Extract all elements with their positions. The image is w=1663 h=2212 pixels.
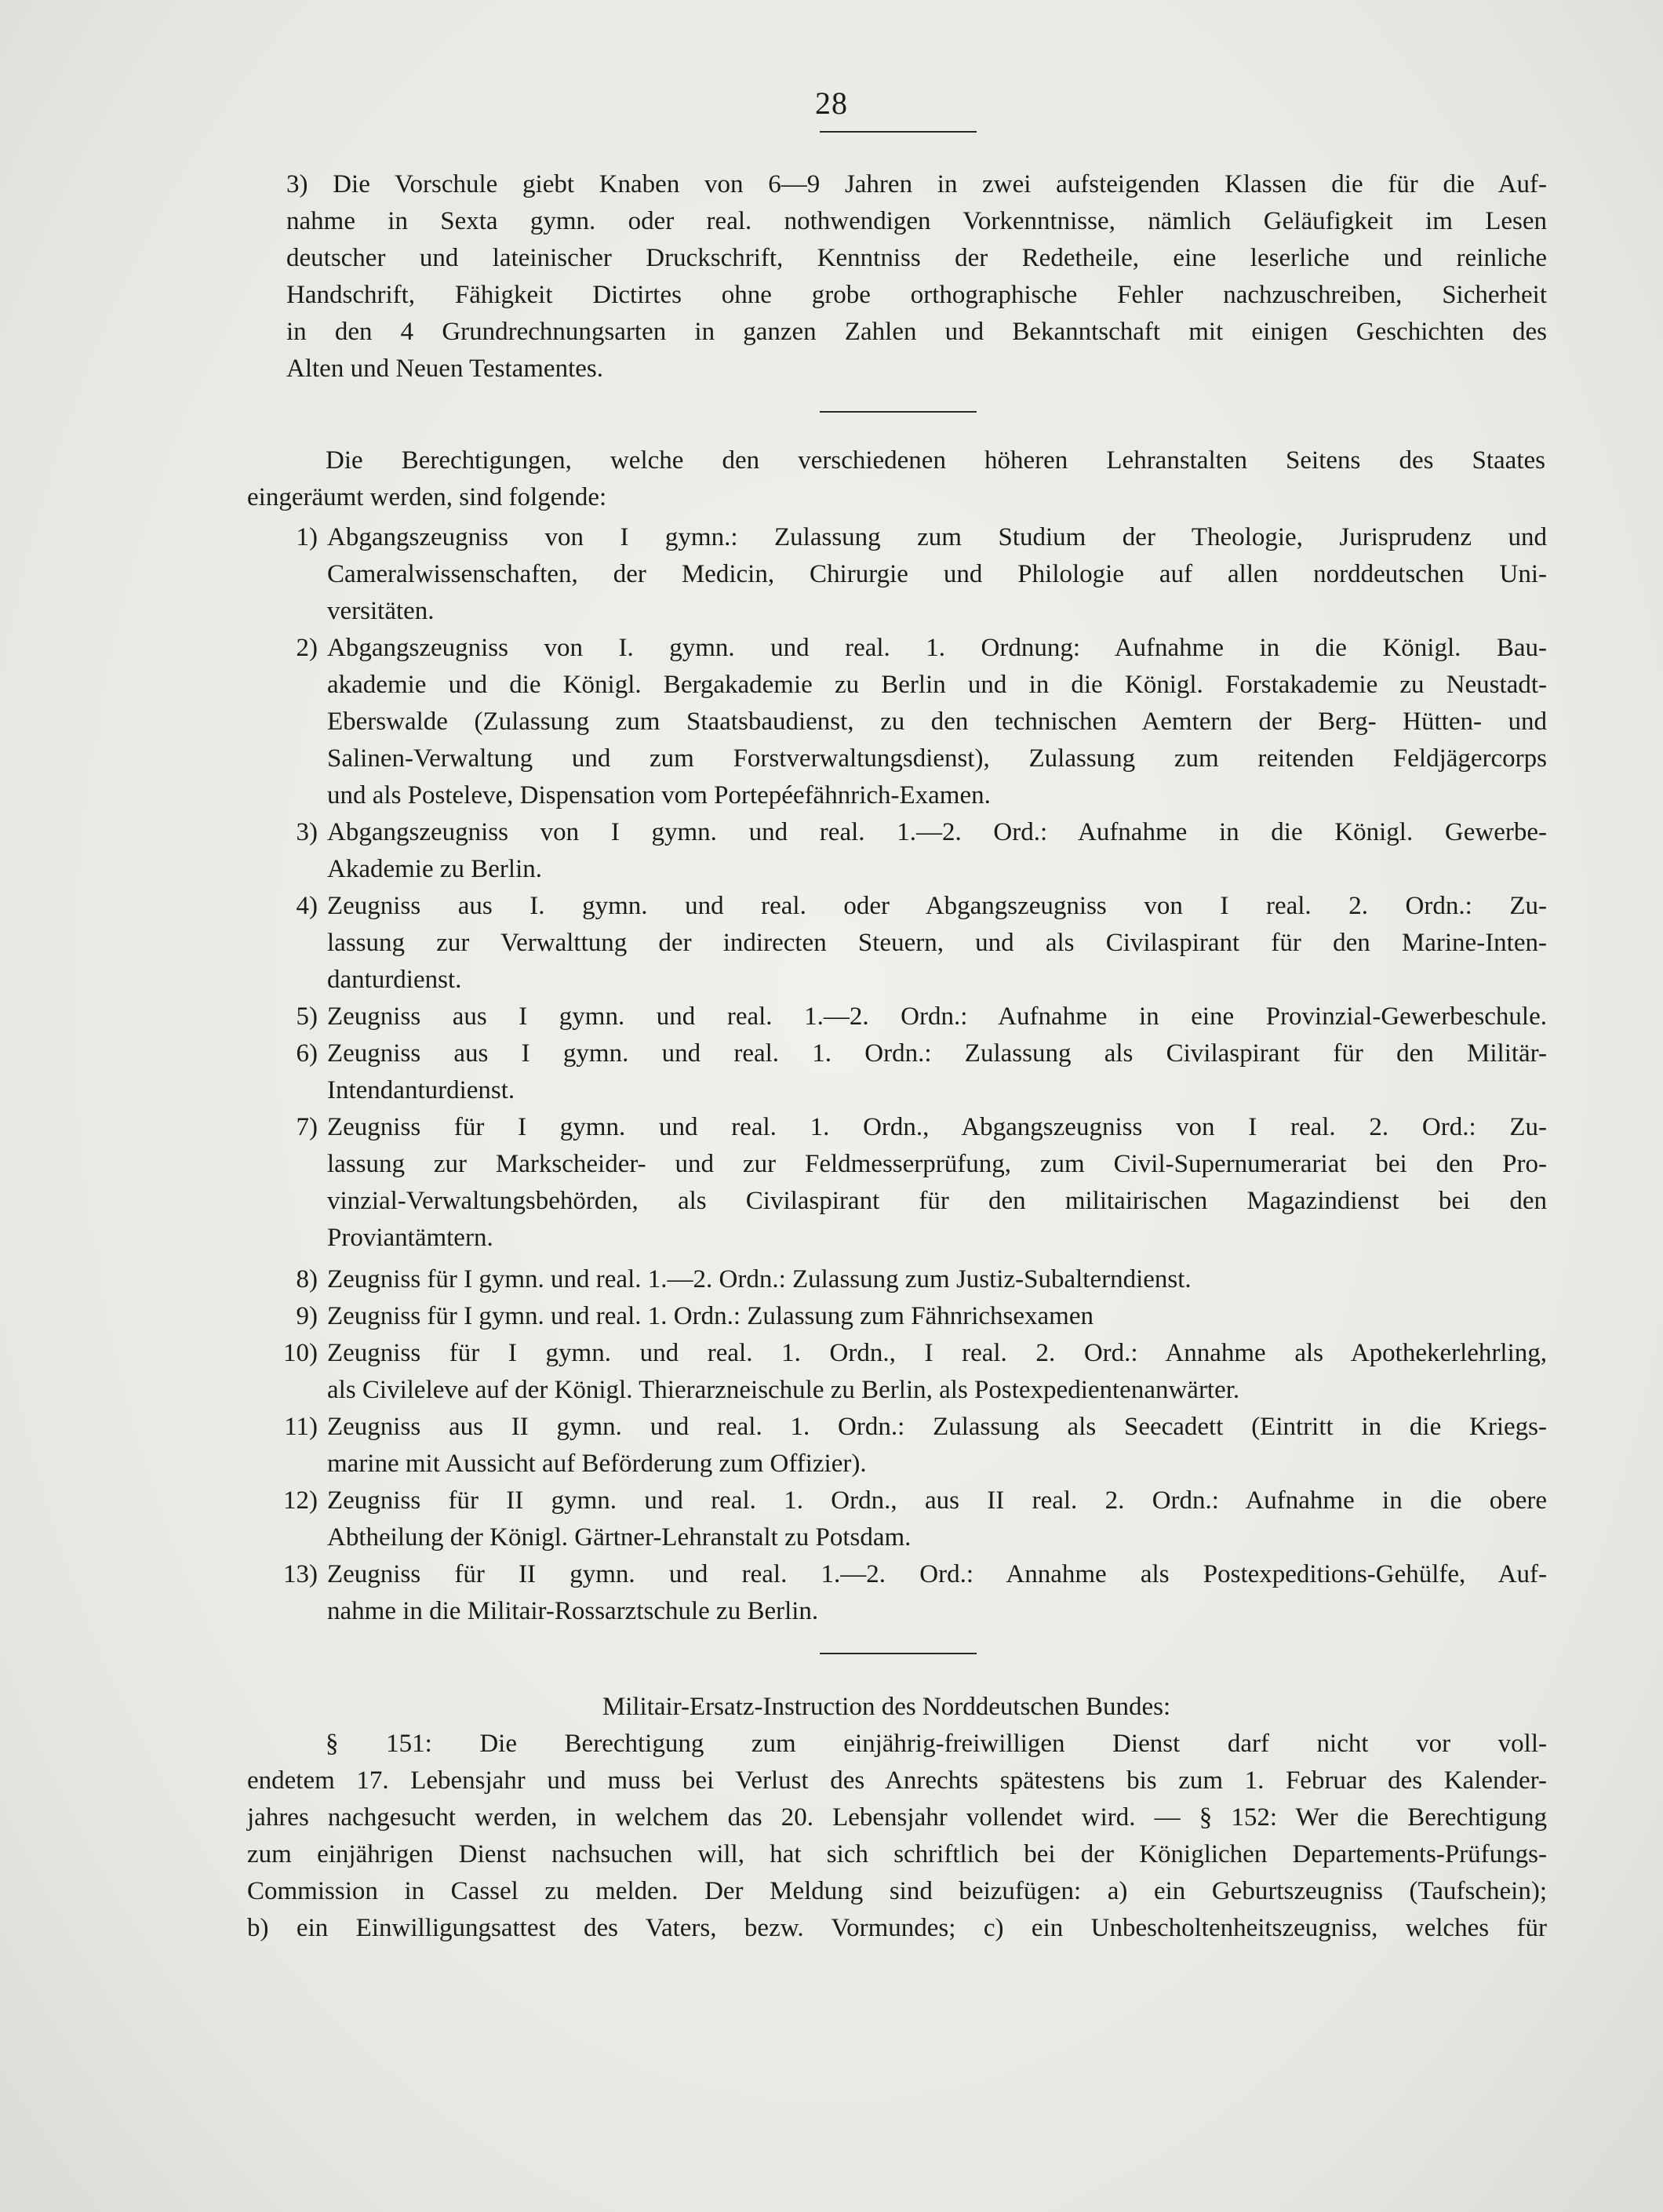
vorschule-paragraph [286,166,1547,387]
text-line: jahres nachgesucht werden, in welchem das 20. Lebensjahr vollendet wird. — § 152: Wer die Berechtigung [247,1803,1547,1832]
text-line: Zeugniss aus I. gymn. und real. oder Abgangszeugniss von I real. 2. Ordn.: Zu- [327,892,1547,920]
text-line: Zeugniss aus I gymn. und real. 1. Ordn.: Zulassung als Civilaspirant für den Militär- [327,1039,1547,1068]
list-item [271,1409,1547,1483]
text-line: Zeugniss aus II gymn. und real. 1. Ordn.: Zulassung als Seecadett (Eintritt in die Kriegs- [327,1413,1547,1441]
text-line: nahme in die Militair-Rossarztschule zu Berlin. [327,1597,819,1625]
text-line: versitäten. [327,597,435,625]
list-item [271,999,1547,1035]
instruction-heading: Militair-Ersatz-Instruction des Norddeutschen Bundes: [602,1693,1171,1721]
list-item [271,1483,1547,1556]
text-line: Abtheilung der Königl. Gärtner-Lehranstalt zu Potsdam. [327,1523,912,1552]
text-line: und als Posteleve, Dispensation vom Portepéefähnrich-Examen. [327,781,991,809]
text-line: lassung zur Verwalttung der indirecten Steuern, und als Civilaspirant für den Marine-Inten- [327,929,1547,957]
text-line: Salinen-Verwaltung und zum Forstverwaltungsdienst), Zulassung zum reitenden Feldjägercorps [327,744,1547,773]
list-item [271,1109,1547,1257]
item-number: 10) [283,1339,318,1367]
text-line: Zeugniss für I gymn. und real. 1. Ordn., Abgangszeugniss von I real. 2. Ord.: Zu- [327,1113,1547,1141]
text-line: vinzial-Verwaltungsbehörden, als Civilaspirant für den militairischen Magazindienst bei den [327,1187,1547,1215]
text-line: Abgangszeugniss von I. gymn. und real. 1. Ordnung: Aufnahme in die Königl. Bau- [327,634,1547,662]
text-line: Zeugniss für I gymn. und real. 1.—2. Ordn.: Zulassung zum Justiz-Subalterndienst. [327,1265,1192,1293]
text-line: Cameralwissenschaften, der Medicin, Chirurgie und Philologie auf allen norddeutschen Uni- [327,560,1547,588]
text-line: Eberswalde (Zulassung zum Staatsbaudienst, zu den technischen Aemtern der Berg- Hütten- und [327,708,1547,736]
text-line: Proviantämtern. [327,1224,493,1252]
text-line: endetem 17. Lebensjahr und muss bei Verlust des Anrechts spätestens bis zum 1. Februar des Kalender- [247,1766,1547,1795]
item-number: 7) [296,1113,318,1141]
item-number: 3) [296,818,318,846]
list-item [271,1035,1547,1109]
section-divider [820,411,977,413]
text-line: in den 4 Grundrechnungsarten in ganzen Zahlen und Bekanntschaft mit einigen Geschichten des [286,318,1547,346]
text-line: Zeugniss für I gymn. und real. 1. Ordn., I real. 2. Ord.: Annahme als Apothekerlehrling, [327,1339,1547,1367]
item-number: 9) [296,1302,318,1330]
section-divider [820,1653,977,1654]
list-item [271,519,1547,630]
text-line: Intendanturdienst. [327,1076,515,1104]
text-line: Commission in Cassel zu melden. Der Meldung sind beizufügen: a) ein Geburtszeugniss (Taufschein); [247,1877,1547,1905]
list-item [271,630,1547,814]
item-number: 5) [296,1002,318,1031]
text-line: Zeugniss für I gymn. und real. 1. Ordn.: Zulassung zum Fähnrichsexamen [327,1302,1094,1330]
text-line: Zeugniss für II gymn. und real. 1.—2. Ord.: Annahme als Postexpeditions-Gehülfe, Auf- [327,1560,1547,1588]
item-number: 6) [296,1039,318,1068]
list-item [271,1335,1547,1409]
text-line: lassung zur Markscheider- und zur Feldmesserprüfung, zum Civil-Supernumerariat bei den Pro- [327,1150,1547,1178]
text-line: marine mit Aussicht auf Beförderung zum Offizier). [327,1450,867,1478]
text-line: Zeugniss für II gymn. und real. 1. Ordn., aus II real. 2. Ordn.: Aufnahme in die obere [327,1486,1547,1515]
text-line: b) ein Einwilligungsattest des Vaters, bezw. Vormundes; c) ein Unbescholtenheitszeugniss, welches für [247,1914,1547,1942]
berechtigungen-intro [247,442,1545,516]
text-line: nahme in Sexta gymn. oder real. nothwendigen Vorkenntnisse, nämlich Geläufigkeit im Lesen [286,207,1547,235]
item-number: 11) [284,1413,318,1441]
text-line: Abgangszeugniss von I gymn.: Zulassung zum Studium der Theologie, Jurisprudenz und [327,523,1547,551]
text-line: akademie und die Königl. Bergakademie zu Berlin und in die Königl. Forstakademie zu Neustadt- [327,671,1547,699]
item-number: 1) [296,523,318,551]
list-item [271,814,1547,888]
item-number: 4) [296,892,318,920]
page-number-rule [820,131,977,133]
text-line: 3) Die Vorschule giebt Knaben von 6—9 Jahren in zwei aufsteigenden Klassen die für die Auf- [286,170,1547,198]
item-number: 12) [283,1486,318,1515]
text-line: § 151: Die Berechtigung zum einjährig-freiwilligen Dienst darf nicht vor voll- [326,1730,1547,1758]
text-line: Zeugniss aus I gymn. und real. 1.—2. Ordn.: Aufnahme in eine Provinzial-Gewerbeschule. [327,1002,1547,1031]
text-line: eingeräumt werden, sind folgende: [247,483,607,511]
item-number: 2) [296,634,318,662]
item-number: 13) [283,1560,318,1588]
instruction-paragraph [247,1726,1547,1947]
text-line: als Civileleve auf der Königl. Thierarzneischule zu Berlin, als Postexpedientenanwärter. [327,1376,1240,1404]
list-item [271,888,1547,999]
text-line: Abgangszeugniss von I gymn. und real. 1.—2. Ord.: Aufnahme in die Königl. Gewerbe- [327,818,1547,846]
text-line: deutscher und lateinischer Druckschrift, Kenntniss der Redetheile, eine leserliche und reinliche [286,244,1547,272]
text-line: danturdienst. [327,966,462,994]
item-number: 8) [296,1265,318,1293]
list-item [271,1298,1547,1335]
page-number: 28 [815,85,848,121]
text-line: Die Berechtigungen, welche den verschiedenen höheren Lehranstalten Seitens des Staates [326,446,1545,475]
text-line: zum einjährigen Dienst nachsuchen will, hat sich schriftlich bei der Königlichen Departements-Prüfungs- [247,1840,1547,1868]
list-item [271,1261,1547,1298]
text-line: Handschrift, Fähigkeit Dictirtes ohne grobe orthographische Fehler nachzuschreiben, Sicherheit [286,281,1547,309]
text-line: Akademie zu Berlin. [327,855,542,883]
list-item [271,1556,1547,1630]
text-line: Alten und Neuen Testamentes. [286,355,603,383]
